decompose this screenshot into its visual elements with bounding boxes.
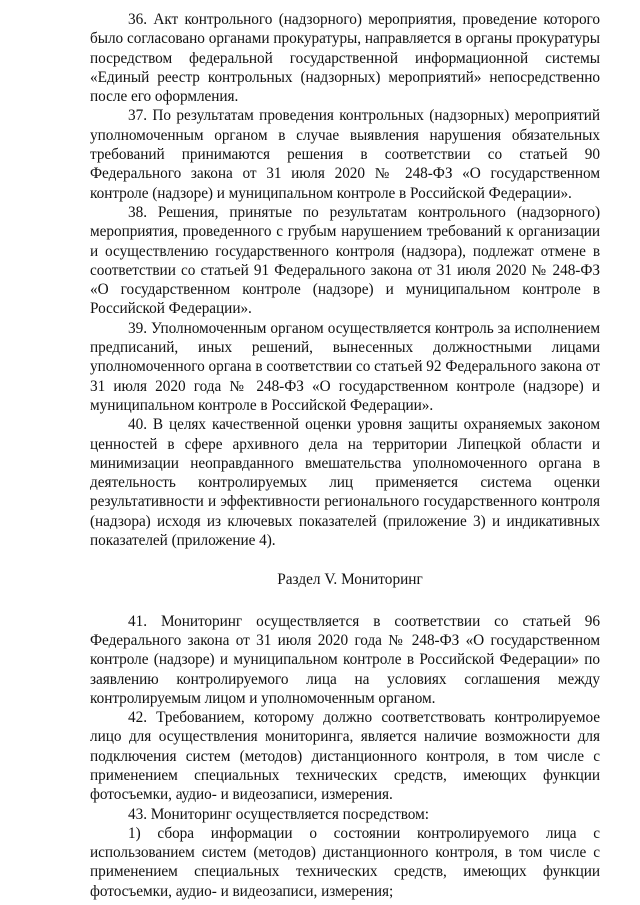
paragraph-38: 38. Решения, принятые по результатам контрольного (надзорного) мероприятия, проведенного с грубым нарушением требований к организации и осуществлению государственного контроля (надзора), подлежат отмене в соответствии со статьей 91 Федерального закона от 31 июля 2020 № 248-ФЗ «О государственном контроле (надзоре) и муниципальном контроле в Российской Федерации». — [90, 203, 600, 318]
paragraph-37: 37. По результатам проведения контрольных (надзорных) мероприятий уполномоченным органом в случае выявления нарушения обязательных требований принимаются решения в соответствии со статьей 90 Федерального закона от 31 июля 2020 № 248-ФЗ «О государственном контроле (надзоре) и муниципальном контроле в Российской Федерации». — [90, 107, 600, 202]
spacer — [90, 550, 600, 570]
paragraph-43-item-1: 1) сбора информации о состоянии контролируемого лица с использованием систем (методов) дистанционного контроля, в том числе с применением специальных технических средств, имеющих функции фотосъемки, аудио- и видеозаписи, измерения; — [90, 824, 600, 900]
paragraph-41: 41. Мониторинг осуществляется в соответствии со статьей 96 Федерального закона от 31 июля 2020 года № 248-ФЗ «О государственном контроле (надзоре) и муниципальном контроле в Российской Федерации» по заявлению контролируемого лица на условиях соглашения между контролируемым лицом и уполномоченным органом. — [90, 612, 600, 707]
paragraph-42: 42. Требованием, которому должно соответствовать контролируемое лицо для осуществления мониторинга, является наличие возможности для подключения систем (методов) дистанционного контроля, в том числе с применением специальных технических средств, имеющих функции фотосъемки, аудио- и видеозаписи, измерения. — [90, 709, 600, 804]
section-heading: Раздел V. Мониторинг — [277, 571, 423, 589]
document-page — [90, 10, 600, 901]
paragraph-40: 40. В целях качественной оценки уровня защиты охраняемых законом ценностей в сфере архивного дела на территории Липецкой области и минимизации неоправданного вмешательства уполномоченного органа в деятельность контролируемых лиц применяется система оценки результативности и эффективности регионального государственного контроля (надзора) исходя из ключевых показателей (приложение 3) и индикативных показателей (приложение 4). — [90, 416, 600, 550]
spacer — [90, 590, 600, 612]
paragraph-39: 39. Уполномоченным органом осуществляется контроль за исполнением предписаний, иных решений, вынесенных должностными лицами уполномоченного органа в соответствии со статьей 92 Федерального закона от 31 июля 2020 года № 248-ФЗ «О государственном контроле (надзоре) и муниципальном контроле в Российской Федерации». — [90, 319, 600, 414]
paragraph-43: 43. Мониторинг осуществляется посредством: — [128, 805, 429, 823]
paragraph-36: 36. Акт контрольного (надзорного) мероприятия, проведение которого было согласовано органами прокуратуры, направляется в органы прокуратуры посредством федеральной государственной информационной системы «Единый реестр контрольных (надзорных) мероприятий» непосредственно после его оформления. — [90, 11, 600, 106]
